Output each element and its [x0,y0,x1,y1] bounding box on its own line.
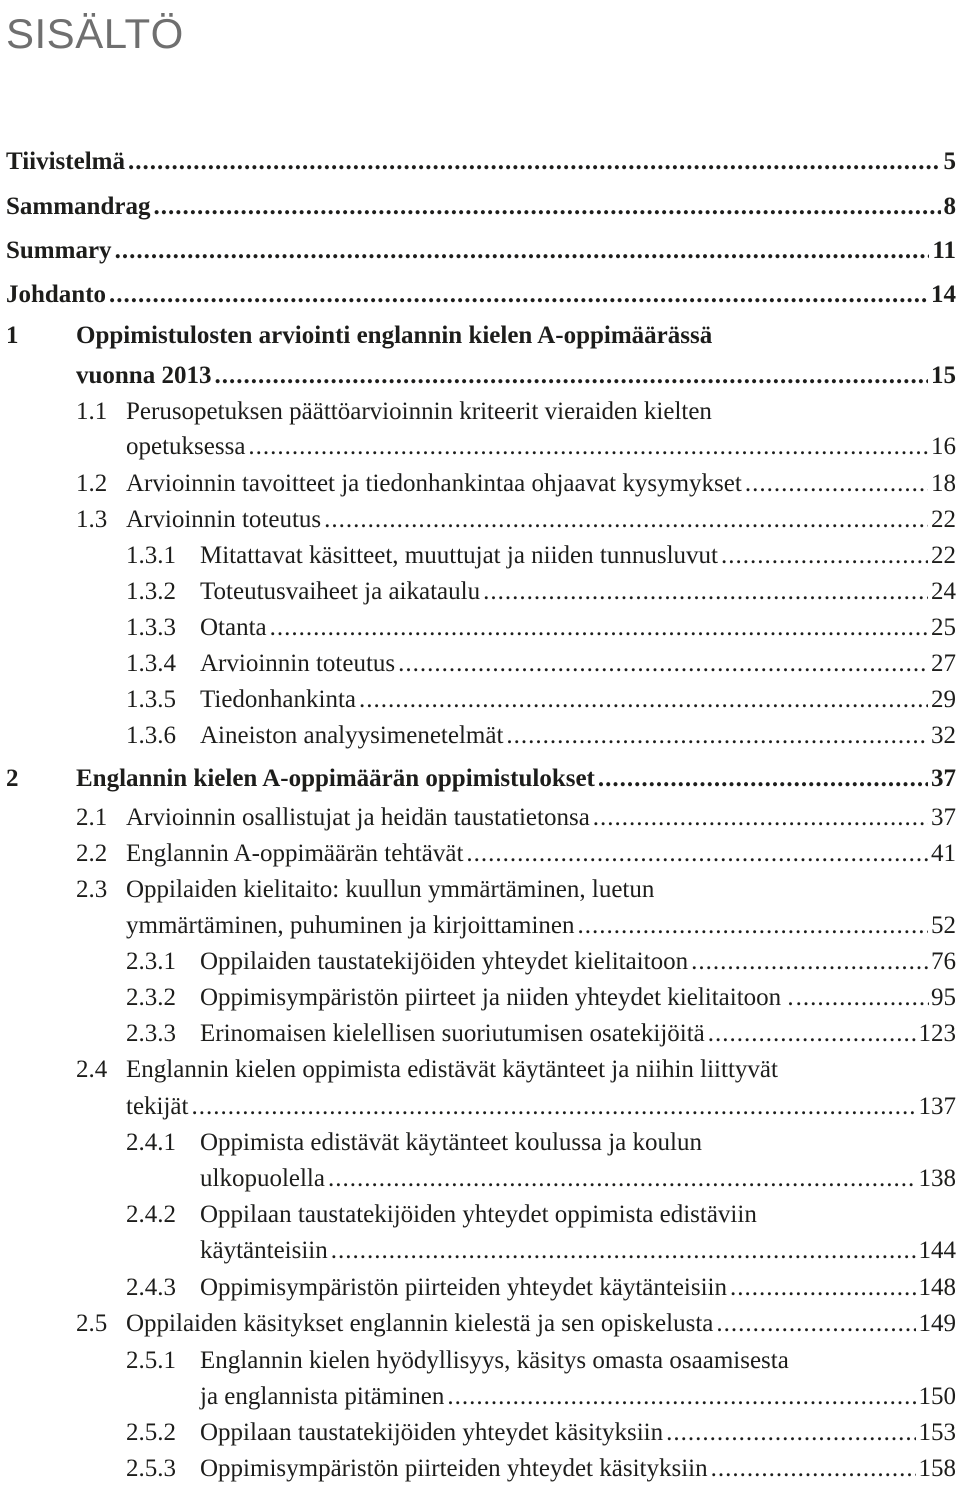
toc-entry-johdanto[interactable] [6,280,956,310]
toc-page-number: 123 [918,1020,956,1047]
toc-page-number: 18 [931,470,956,497]
toc-page-number: 22 [931,506,956,533]
toc-page-number: 14 [931,281,956,308]
dot-leader [483,577,928,607]
toc-entry-title: Arvioinnin tavoitteet ja tiedonhankintaa ohjaavat kysymykset [126,470,742,497]
dot-leader [711,1454,916,1484]
toc-entry-title: ja englannista pitäminen [200,1383,445,1410]
toc-entry-section-2-5-1[interactable] [200,1382,956,1412]
section-number: 2.2 [76,840,108,867]
toc-entry-section-2-5-3[interactable] [126,1454,956,1484]
toc-entry-section-1-3-6[interactable] [126,721,956,751]
page-title: SISÄLTÖ [6,10,184,57]
dot-leader [708,1019,916,1049]
toc-entry-title: Tiivistelmä [6,148,125,175]
dot-leader [598,764,928,794]
toc-page-number: 11 [932,237,956,264]
dot-leader [328,1164,916,1194]
dot-leader [447,1382,915,1412]
toc-entry-chapter-1[interactable] [76,361,956,391]
dot-leader [109,280,928,310]
dot-leader [466,839,928,869]
toc-entry-title: tekijät [126,1093,189,1120]
chapter-number: 2 [6,765,19,792]
toc-entry-section-2-4-2[interactable] [200,1236,956,1266]
toc-page-number: 153 [918,1419,956,1446]
toc-page-number: 149 [918,1310,956,1337]
chapter-1-title-line1: Oppimistulosten arviointi englannin kielen A-oppimäärässä [76,322,713,349]
toc-entry-section-2-3-2[interactable] [126,983,956,1013]
toc-entry-section-2-5-2[interactable] [126,1418,956,1448]
toc-entry-tiivistelma[interactable] [6,147,956,177]
toc-entry-section-1-3-5[interactable] [126,685,956,715]
toc-page-number: 37 [931,804,956,831]
dot-leader [578,911,928,941]
toc-entry-title: Mitattavat käsitteet, muuttujat ja niiden tunnusluvut [200,542,718,569]
toc-entry-section-1-3-1[interactable] [126,541,956,571]
toc-entry-title: Arvioinnin toteutus [200,650,396,677]
chapter-1-number: 1 [6,322,19,349]
dot-leader [153,192,940,222]
section-number: 1.3.1 [126,542,176,569]
toc-page-number: 138 [918,1165,956,1192]
toc-page-number: 16 [931,433,956,460]
toc-page-number: 37 [931,765,956,792]
toc-page-number: 22 [931,542,956,569]
section-number: 1.3.2 [126,578,176,605]
dot-leader [730,1273,916,1303]
toc-page-number: 76 [931,948,956,975]
section-number: 2.5.3 [126,1455,176,1482]
toc-entry-title: Oppilaiden käsitykset englannin kielestä ja sen opiskelusta [126,1310,714,1337]
section-2-4-1-number: 2.4.1 [126,1129,176,1156]
section-number: 2.5.2 [126,1419,176,1446]
dot-leader [796,983,929,1013]
toc-entry-section-1-2[interactable] [76,469,956,499]
toc-entry-title: Englannin kielen A-oppimäärän oppimistulokset [76,765,595,792]
toc-page-number: 32 [931,722,956,749]
dot-leader [691,947,928,977]
toc-entry-title: Summary [6,237,112,264]
section-number: 2.1 [76,804,108,831]
toc-entry-section-1-3[interactable] [76,505,956,535]
section-2-4-2-title-line1: Oppilaan taustatekijöiden yhteydet oppimista edistäviin [200,1201,757,1228]
toc-entry-title: Arvioinnin toteutus [126,506,322,533]
toc-entry-section-1-3-4[interactable] [126,649,956,679]
dot-leader [666,1418,915,1448]
toc-entry-title: Oppimisympäristön piirteiden yhteydet käsityksiin [200,1455,708,1482]
toc-entry-section-2-5[interactable] [76,1309,956,1339]
toc-entry-title: Johdanto [6,281,107,308]
section-number: 2.5 [76,1310,108,1337]
section-number: 1.2 [76,470,108,497]
toc-entry-title: Oppimisympäristön piirteiden yhteydet käytänteisiin [200,1274,727,1301]
dot-leader [359,685,928,715]
section-2-4-number: 2.4 [76,1056,108,1083]
toc-entry-section-2-3-3[interactable] [126,1019,956,1049]
toc-page-number: 5 [943,148,956,175]
toc-entry-title: vuonna 2013 [76,362,212,389]
section-2-3-title-line1: Oppilaiden kielitaito: kuullun ymmärtäminen, luetun [126,876,655,903]
toc-entry-summary[interactable] [6,236,956,266]
toc-entry-title: käytänteisiin [200,1237,328,1264]
toc-entry-section-2-3-1[interactable] [126,947,956,977]
toc-entry-sammandrag[interactable] [6,192,956,222]
section-number: 1.3.5 [126,686,176,713]
toc-page-number: 29 [931,686,956,713]
section-2-4-2-number: 2.4.2 [126,1201,176,1228]
toc-page-number: 25 [931,614,956,641]
dot-leader [191,1092,915,1122]
toc-entry-title: Tiedonhankinta [200,686,357,713]
dot-leader [331,1236,916,1266]
section-number: 1.3.6 [126,722,176,749]
section-number: 1.3 [76,506,108,533]
toc-page-number: 41 [931,840,956,867]
toc-page-number: 95 [931,984,956,1011]
toc-entry-title: ulkopuolella [200,1165,325,1192]
toc-page-number: 24 [931,578,956,605]
toc-entry-title: Toteutusvaiheet ja aikataulu [200,578,481,605]
dot-leader [745,469,928,499]
dot-leader [248,432,928,462]
toc-page-number: 52 [931,912,956,939]
toc-entry-section-1-1[interactable] [126,432,956,462]
section-number: 2.3.1 [126,948,176,975]
dot-leader [593,803,928,833]
section-number: 1.3.4 [126,650,176,677]
toc-entry-section-2-4-1[interactable] [200,1164,956,1194]
toc-page-number: 8 [943,193,956,220]
section-2-4-title-line1: Englannin kielen oppimista edistävät käytänteet ja niihin liittyvät [126,1056,778,1083]
toc-entry-title: Sammandrag [6,193,151,220]
dot-leader [128,147,941,177]
toc-entry-title: Oppilaan taustatekijöiden yhteydet käsityksiin [200,1419,664,1446]
section-2-3-number: 2.3 [76,876,108,903]
toc-entry-section-2-3[interactable] [126,911,956,941]
section-1-1-number: 1.1 [76,398,108,425]
dot-leader [115,236,930,266]
toc-entry-title: Oppimisympäristön piirteet ja niiden yhteydet kielitaitoon . [200,984,794,1011]
toc-entry-title: Otanta [200,614,267,641]
toc-entry-section-2-4[interactable] [126,1092,956,1122]
toc-entry-title: ymmärtäminen, puhuminen ja kirjoittaminen [126,912,575,939]
toc-entry-section-2-1[interactable] [76,803,956,833]
dot-leader [324,505,928,535]
toc-entry-title: Erinomaisen kielellisen suoriutumisen osatekijöitä [200,1020,705,1047]
toc-entry-title: Arvioinnin osallistujat ja heidän taustatietonsa [126,804,590,831]
toc-page-number: 158 [918,1455,956,1482]
toc-entry-title: Aineiston analyysimenetelmät [200,722,504,749]
section-number: 2.4.3 [126,1274,176,1301]
toc-page-number: 144 [918,1237,956,1264]
dot-leader [506,721,928,751]
toc-entry-chapter-2[interactable] [6,764,956,794]
toc-page-number: 150 [918,1383,956,1410]
dot-leader [721,541,928,571]
section-2-4-1-title-line1: Oppimista edistävät käytänteet koulussa ja koulun [200,1129,702,1156]
dot-leader [398,649,928,679]
section-2-5-1-title-line1: Englannin kielen hyödyllisyys, käsitys omasta osaamisesta [200,1347,789,1374]
toc-page-number: 137 [918,1093,956,1120]
toc-entry-title: Oppilaiden taustatekijöiden yhteydet kielitaitoon [200,948,689,975]
toc-entry-title: opetuksessa [126,433,246,460]
toc-entry-title: Englannin A-oppimäärän tehtävät [126,840,464,867]
section-number: 2.3.3 [126,1020,176,1047]
section-number: 2.3.2 [126,984,176,1011]
dot-leader [716,1309,915,1339]
toc-entry-section-1-3-2[interactable] [126,577,956,607]
dot-leader [214,361,928,391]
toc-entry-section-2-4-3[interactable] [126,1273,956,1303]
section-2-5-1-number: 2.5.1 [126,1347,176,1374]
toc-entry-section-2-2[interactable] [76,839,956,869]
toc-page-number: 27 [931,650,956,677]
toc-page-number: 148 [918,1274,956,1301]
toc-page-number: 15 [931,362,956,389]
section-number: 1.3.3 [126,614,176,641]
section-1-1-title-line1: Perusopetuksen päättöarvioinnin kriteerit vieraiden kielten [126,398,712,425]
dot-leader [270,613,928,643]
toc-entry-section-1-3-3[interactable] [126,613,956,643]
